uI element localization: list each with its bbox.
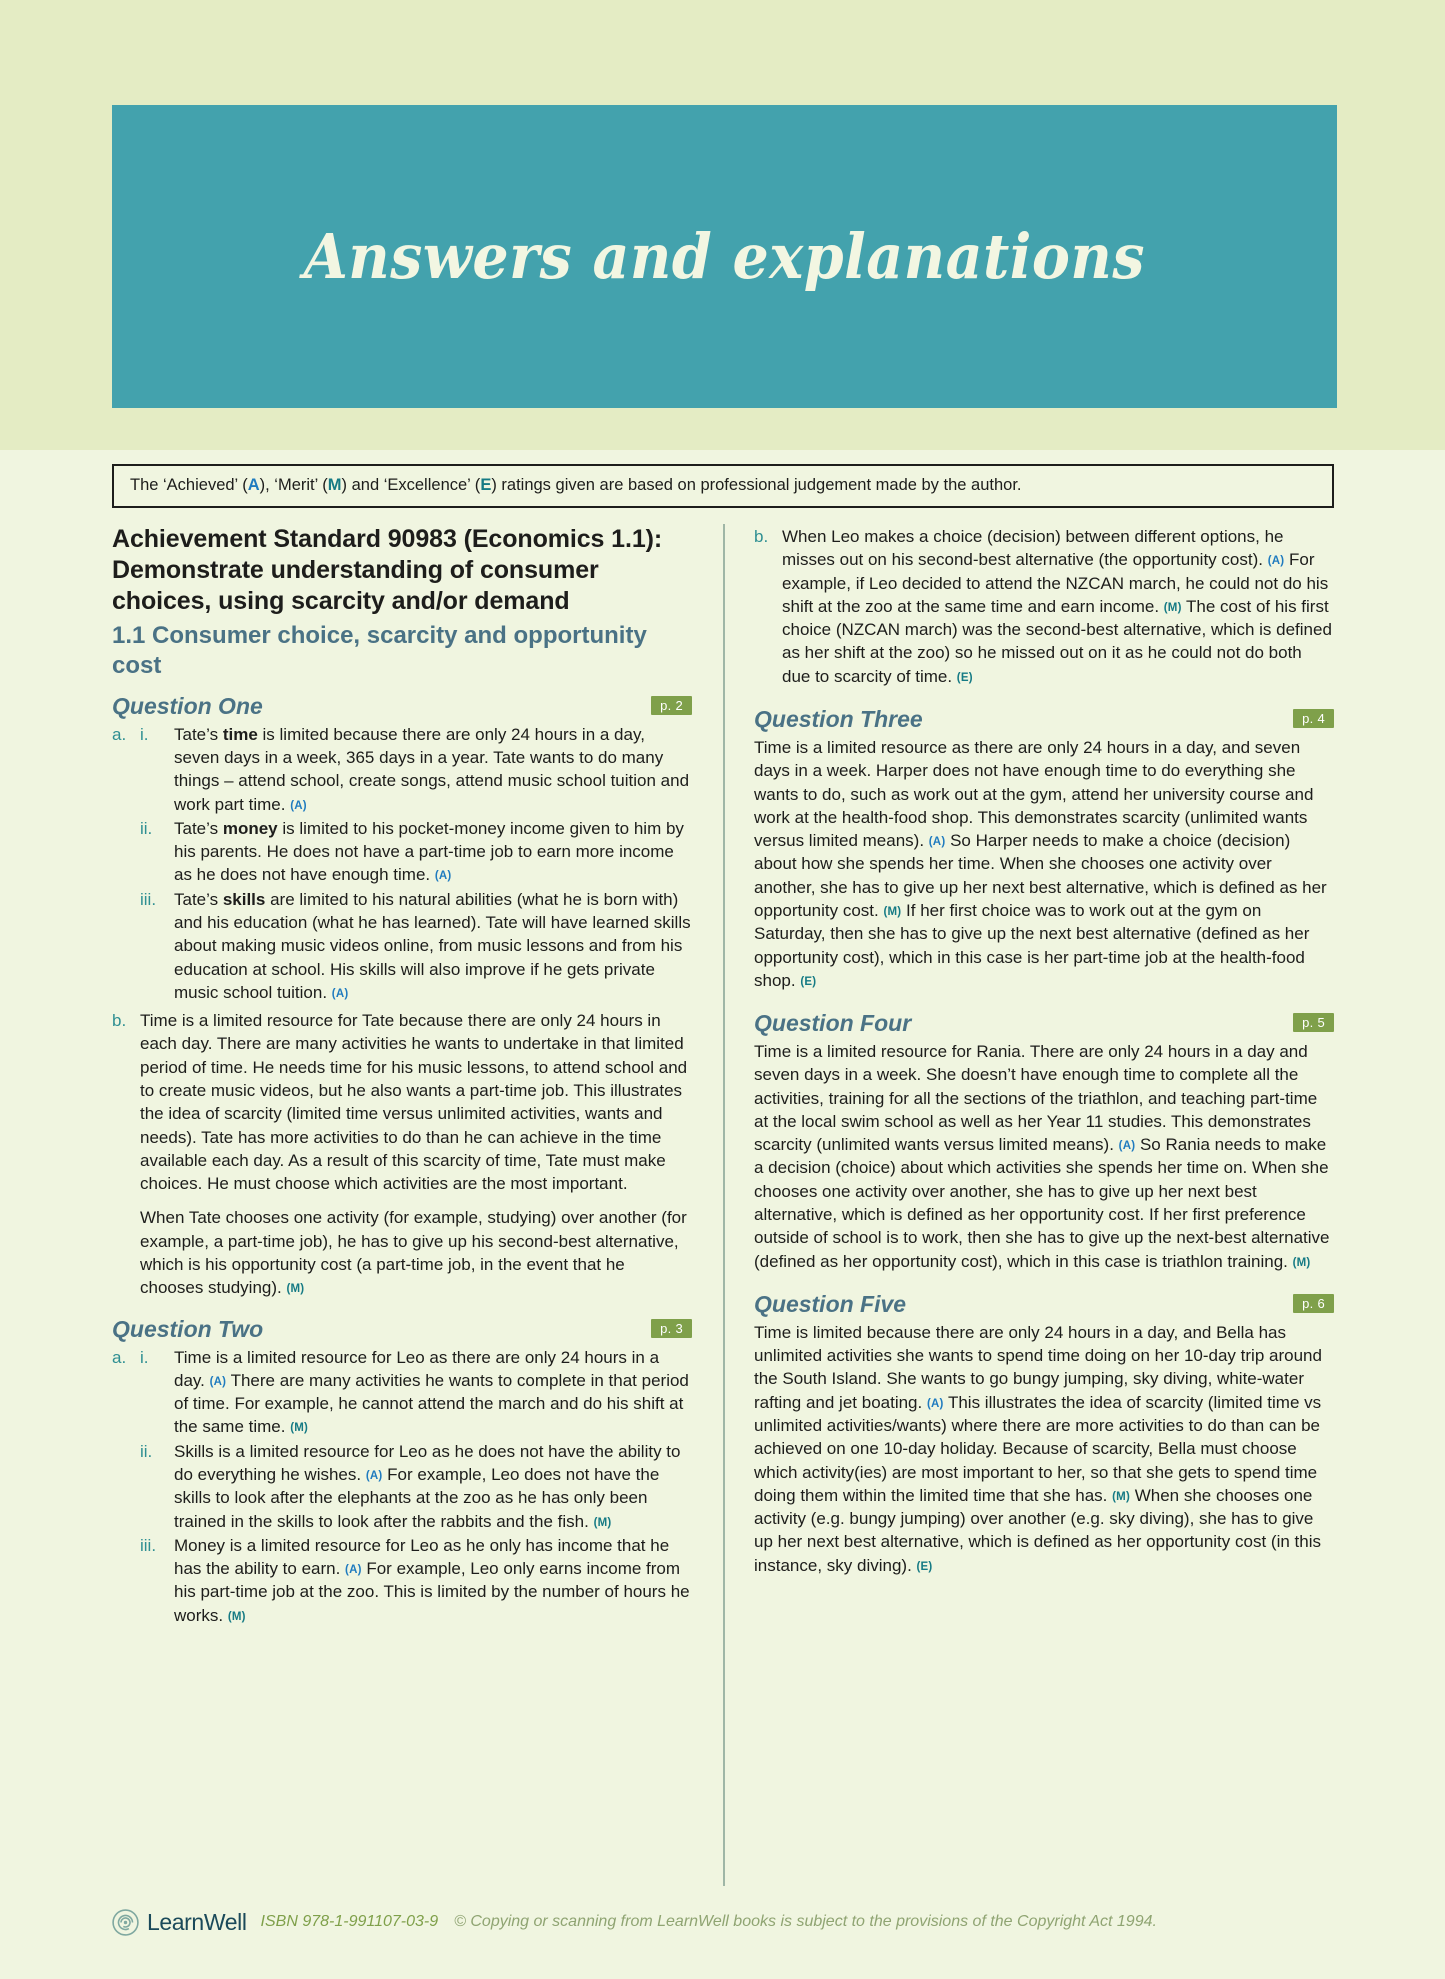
answer-text-lead: Time is a limited resource for Leo as there are only 24 hours in a day. [174, 1347, 660, 1390]
rating-tag: (A) [209, 1375, 227, 1388]
marker-spacer [112, 817, 140, 887]
left-column [112, 524, 692, 1627]
answer-text [174, 1440, 692, 1533]
question-two-page-badge: p. 3 [651, 1319, 692, 1338]
question-five-page-badge: p. 6 [1293, 1294, 1334, 1313]
learnwell-spiral-icon [112, 1909, 139, 1936]
marker-a: a. [112, 1347, 127, 1367]
answer-row [754, 525, 1334, 688]
isbn-label: ISBN 978-1-991107-03-9 [260, 1913, 439, 1930]
question-three-page-badge: p. 4 [1293, 709, 1334, 728]
rating-tag: (A) [928, 836, 946, 849]
rating-tag: (M) [1163, 601, 1182, 614]
answer-text-lead: Money is a limited resource for Leo as he only has income that he has the ability to earn. [174, 1535, 670, 1579]
marker-i: i. [140, 1347, 149, 1367]
answer-text-rest: For example, Leo does not have the skills to look after the elephants at the zoo as he has only been trained in the skills to look after the rabbits and the fish. [174, 1464, 660, 1531]
answer-segment: This illustrates the idea of scarcity (limited time vs unlimited activities/wants) where there are more activities to do than can be achieved on one 10-day holiday. Because of scarcity, Bella must choose which activity(ies) are most important to her, so that she gets to spend time doing them within the limited time that she has. [754, 1392, 1322, 1505]
notice-prefix: The ‘Achieved’ ( [130, 476, 248, 495]
marker-ii: ii. [140, 1441, 153, 1461]
question-three-header [754, 706, 1334, 733]
rating-tag: (A) [290, 799, 307, 812]
answer-segment: If her first choice was to work out at the gym on Saturday, then she has to give up the next best alternative (defined as her opportunity cost), which in this case is her part-time job at the health-food shop. [754, 900, 1310, 990]
question-four-answer [754, 1040, 1334, 1273]
answer-text-rest: are limited to his natural abilities (what he is born with) and his education (what he has learned). Tate will have learned skills about making music videos online, from music lessons and from his education at school. His skills will also improve if he gets private music school tuition. [174, 889, 691, 1002]
answer-row [112, 1346, 692, 1439]
answer-segment: When Leo makes a choice (decision) between different options, he misses out on his second-best alternative (the opportunity cost). [782, 527, 1284, 570]
answer-text [174, 817, 692, 887]
answer-row [112, 723, 692, 816]
answer-text-rest: is limited to his pocket-money income given to him by his parents. He does not have a part-time job to earn more income as he does not have enough time. [174, 818, 684, 885]
answer-segment: Time is limited because there are only 24 hours in a day, and Bella has unlimited activities she wants to spend time doing on her 10-day trip around the South Island. She wants to go bungy jumping, sky diving, white-water rafting and jet boating. [754, 1322, 1322, 1412]
learnwell-brand-label: LearnWell [147, 1908, 247, 1935]
answer-segment: The cost of his first choice (NZCAN march) was the second-best alternative, which is defined as her shift at the zoo) so he missed out on it as he could not do both due to scarcity of time. [782, 596, 1332, 686]
answer-text-rest: is limited because there are only 24 hours in a day, seven days in a week, 365 days in a year. Tate wants to do many things – attend school, create songs, attend music school tuition and work part time. [174, 724, 690, 814]
rating-tag: (E) [916, 1560, 933, 1573]
two-column-body [112, 524, 1334, 1874]
rating-tag: (A) [926, 1397, 944, 1410]
answer-segment: Time is a limited resource as there are only 24 hours in a day, and seven days in a week. Harper does not have enough time to do everything she wants to do, such as work out at the gym, attend her university course and work at the health-food shop. This demonstrates scarcity (unlimited wants versus limited means). [754, 737, 1314, 851]
answer-row [112, 817, 692, 887]
answer-paragraph-text: When Tate chooses one activity (for example, studying) over another (for example, a part-time job), he has to give up his second-best alternative, which is his opportunity cost (a part-time job, in the event that he chooses studying). [140, 1208, 687, 1298]
marker-b: b. [754, 527, 769, 546]
question-one-label: Question One [112, 692, 263, 719]
question-five-header [754, 1291, 1334, 1318]
page-footer [112, 1902, 1342, 1942]
rating-tag: (M) [593, 1516, 612, 1529]
ratings-notice-text [130, 476, 1022, 496]
copyright-notice: © Copying or scanning from LearnWell books is subject to the provisions of the Copyright Act 1994. [454, 1913, 1157, 1930]
answer-segment: For example, if Leo decided to attend the NZCAN march, he could not do his shift at the zoo at the same time and earn income. [782, 550, 1329, 616]
rating-tag: (A) [1267, 555, 1285, 568]
rating-tag: (A) [345, 1564, 362, 1577]
column-divider [723, 524, 725, 1886]
answer-segment: When she chooses one activity (e.g. bungy jumping) over another (e.g. sky diving), she has to give up her next best alternative, which is defined as her opportunity cost (in this instance, sky diving). [754, 1485, 1321, 1575]
question-three-label: Question Three [754, 705, 923, 732]
ratings-notice-box [112, 464, 1334, 508]
rating-tag: (M) [1292, 1256, 1311, 1269]
rating-tag: (M) [883, 905, 902, 918]
rating-e-letter: E [480, 476, 492, 495]
answer-row [112, 1009, 692, 1299]
rating-m-letter: M [327, 476, 342, 495]
question-two-header [112, 1316, 692, 1343]
section-subtitle: 1.1 Consumer choice, scarcity and opportunity cost [112, 622, 647, 679]
rating-tag: (M) [227, 1610, 246, 1623]
right-column [754, 524, 1334, 1577]
answer-segment: Time is a limited resource for Rania. There are only 24 hours in a day and seven days in a week. She doesn’t have enough time to complete all the activities, training for all the sections of the triathlon, and teaching part-time at the local swim school as well as her Year 11 studies. This demonstrates scarcity (unlimited wants versus limited means). [754, 1042, 1318, 1155]
question-two-label: Question Two [112, 1315, 264, 1342]
answer-segment: So Harper needs to make a choice (decision) about how she spends her time. When she chooses one activity over another, she has to give up her next best alternative, which is defined as her opportunity cost. [754, 831, 1327, 920]
question-one-page-badge: p. 2 [651, 696, 692, 715]
answer-text-lead: Tate’s [174, 818, 223, 838]
rating-a-letter: A [247, 476, 260, 495]
answer-row [112, 1440, 692, 1533]
marker-a: a. [112, 724, 127, 744]
marker-spacer [112, 1440, 140, 1533]
answer-paragraph [140, 1206, 692, 1299]
marker-iii: iii. [140, 889, 157, 909]
answer-text-bold: money [222, 818, 278, 838]
answer-segment: So Rania needs to make a decision (choice) about which activities she spends her time on. When she chooses one activity over another, she has to give up her next best alternative, which is defined as her opportunity cost. If her first preference outside of school is to work, then she has to give up the next-best alternative (defined as her opportunity cost), which in this case is triathlon training. [754, 1135, 1330, 1271]
answer-text-lead: Tate’s [174, 724, 223, 744]
question-five-answer [754, 1321, 1334, 1577]
achievement-standard-title: Achievement Standard 90983 (Economics 1.1): Demonstrate understanding of consumer choices, using scarcity and/or demand [112, 525, 663, 615]
marker-spacer [112, 888, 140, 1004]
answer-text [782, 525, 1334, 688]
marker-spacer [112, 1534, 140, 1627]
page-banner [112, 105, 1337, 408]
rating-tag: (A) [331, 987, 349, 1000]
rating-tag: (E) [956, 671, 973, 684]
marker-iii: iii. [140, 1535, 157, 1555]
rating-tag: (A) [434, 870, 452, 883]
page-title: Answers and explanations [303, 220, 1146, 293]
marker-i: i. [140, 724, 149, 744]
question-five-label: Question Five [754, 1290, 907, 1317]
answer-text [174, 723, 692, 816]
answer-text-bold: time [222, 724, 258, 744]
answer-text-bold: skills [222, 889, 266, 909]
answer-row [112, 1534, 692, 1627]
answer-text [140, 1009, 692, 1299]
question-four-label: Question Four [754, 1010, 912, 1037]
answer-text-lead: Tate’s [174, 889, 223, 909]
marker-b: b. [112, 1011, 127, 1031]
answer-paragraph: Time is a limited resource for Tate because there are only 24 hours in each day. There are many activities he wants to undertake in that limited period of time. He needs time for his music lessons, to attend school and to create music videos, but he also wants a part-time job. This illustrates the idea of scarcity (limited time versus unlimited activities, wants and needs). Tate has more activities to do than he can achieve in the time available each day. As a result of this scarcity of time, Tate must make choices. He must choose which activities are the most important. [140, 1011, 688, 1194]
notice-mid-1: ), ‘Merit’ ( [259, 476, 328, 495]
rating-tag: (M) [286, 1283, 305, 1296]
answer-text-rest: For example, Leo only earns income from his part-time job at the zoo. This is limited by the number of hours he works. [174, 1559, 690, 1625]
marker-ii: ii. [140, 818, 153, 838]
question-one-header [112, 693, 692, 720]
answer-row [112, 888, 692, 1004]
rating-tag: (E) [800, 975, 817, 988]
rating-tag: (A) [365, 1469, 383, 1482]
rating-tag: (M) [1112, 1490, 1130, 1503]
answer-text [174, 888, 692, 1004]
rating-tag: (M) [290, 1422, 309, 1435]
answer-text [174, 1346, 692, 1439]
question-four-page-badge: p. 5 [1293, 1013, 1334, 1032]
notice-suffix: ) ratings given are based on professional judgement made by the author. [491, 476, 1022, 495]
notice-mid-2: ) and ‘Excellence’ ( [341, 476, 481, 495]
rating-tag: (A) [1118, 1140, 1136, 1153]
question-four-header [754, 1010, 1334, 1037]
answer-text-lead: Skills is a limited resource for Leo as he does not have the ability to do everything he wishes. [174, 1441, 681, 1484]
answer-text-rest: There are many activities he wants to complete in that period of time. For example, he cannot attend the march and do his shift at the same time. [174, 1370, 689, 1437]
question-three-answer [754, 736, 1334, 992]
answer-text [174, 1534, 692, 1627]
